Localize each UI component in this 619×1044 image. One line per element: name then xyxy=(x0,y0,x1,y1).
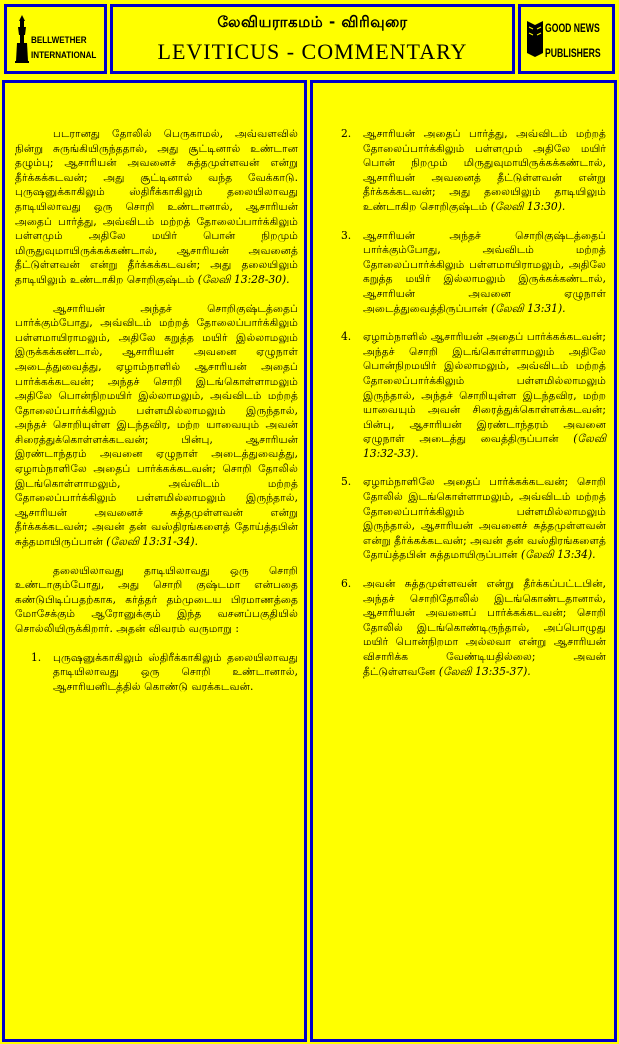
list-number: 5. xyxy=(341,475,352,489)
logo-line-2: PUBLISHERS xyxy=(545,46,601,60)
scripture-reference: (லேவி 13:32-33). xyxy=(363,432,606,460)
list-item-text: அவன் சுத்தமுள்ளவன் என்று தீர்க்கப்பட்டபின், அந்தச் சொறிதோலில் இடங்கொண்டதானால், ஆசாரியன் அவனைப் பார்க்கக்கடவன்; சொறி தோலில் இடங்கொண்டிருந்தால், அப்பொழுது மயிர் பொன்நிறமா அல்லவா என்று ஆசாரியன் விசாரிக்க வேண்டியதில்லை; அவன் தீட்டுள்ளவனே xyxy=(363,577,606,678)
list-item-text: ஏழாம்நாளில் ஆசாரியன் அதைப் பார்க்கக்கடவன்; அந்தச் சொறி இடங்கொள்ளாமலும் அதிலே பொன்நிறமயிர் இல்லாமலும், அவ்விடம் மற்றத் தோலைப்பார்க்கிலும் பள்ளமில்லாமலும் இருந்தால், அந்தச் சொறியுள்ள இடந்தவிர, மற்ற யாவையும் அவன் சிரைத்துக்கொள்ளக்கடவன்; பின்பு, ஆசாரியன் இரண்டாந்தரம் அவனை ஏழுநாள் அடைத்து வைத்திருப்பான் xyxy=(363,330,606,446)
list-item-text: புருஷனுக்காகிலும் ஸ்திரீக்காகிலும் தலையிலாவது தாடியிலாவது ஒரு சொறி உண்டானால், ஆசாரியனிடத்தில் கொண்டு வரக்கடவன். xyxy=(53,650,298,693)
list-item xyxy=(31,651,298,695)
page-title-english: LEVITICUS - COMMENTARY xyxy=(157,39,468,64)
logo-line-1: BELLWETHER xyxy=(31,35,87,46)
bellwether-logo xyxy=(4,4,107,74)
open-book-icon xyxy=(527,17,543,61)
scripture-reference: (லேவி 13:30). xyxy=(490,199,566,213)
header xyxy=(4,4,615,74)
list-number: 1. xyxy=(31,650,42,664)
page-title-tamil: லேவியராகமம் - விரிவுரை xyxy=(217,13,408,31)
list-number: 4. xyxy=(341,330,352,344)
paragraph-text: ஆசாரியன் அந்தச் சொறிகுஷ்டத்தைப் பார்க்கும்போது, அவ்விடம் மற்றத் தோலைப்பார்க்கிலும் பள்ளமாயிராமலும், அதிலே கறுத்த மயிர் இல்லாமலும் இருக்கக்கண்டால், ஆசாரியன் அவனை ஏழுநாள் அடைத்துவைத்து, ஏழாம்நாளில் ஆசாரியன் அதைப் பார்க்கக்கடவன்; அந்தச் சொறி இடங்கொள்ளாமலும் அதிலே பொன்நிறமயிர் இல்லாமலும், அவ்விடம் மற்றத் தோலைப்பார்க்கிலும் பள்ளமில்லாமலும் இருந்தால், அந்தச் சொறியுள்ள இடந்தவிர, மற்ற யாவையும் அவன் சிரைத்துக்கொள்ளக்கடவன்; பின்பு, ஆசாரியன் இரண்டாந்தரம் அவனை ஏழுநாள் அடைத்துவைத்து, ஏழாம்நாளிலே அதைப் பார்க்கக்கடவன்; சொறி தோலில் இடங்கொள்ளாமலும், அவ்விடம் மற்றத் தோலைப்பார்க்கிலும் பள்ளமில்லாமலும் இருந்தால், ஆசாரியன் அவனைச் சுத்தமுள்ளவன் என்று தீர்க்கக்கடவன்; அவன் தன் வஸ்திரங்களைத் தோய்த்தபின் சுத்தமாயிருப்பான் xyxy=(15,301,298,549)
list-item xyxy=(341,577,606,679)
list-item xyxy=(341,475,606,563)
paragraph xyxy=(15,127,298,288)
list-number: 6. xyxy=(341,577,352,591)
title-box xyxy=(110,4,515,74)
logo-line-2: INTERNATIONAL xyxy=(31,50,97,61)
list-item xyxy=(341,229,606,317)
list-item-text: ஆசாரியன் அந்தச் சொறிகுஷ்டத்தைப் பார்க்கும்போது, அவ்விடம் மற்றத் தோலைப்பார்க்கிலும் பள்ளமாயிராமலும், அதிலே கறுத்த மயிர் இல்லாமலும் இருக்கக்கண்டால், ஆசாரியன் அவனை ஏழுநாள் அடைத்துவைத்திருப்பான் xyxy=(363,228,606,315)
left-column xyxy=(2,80,307,1042)
bell-tower-icon xyxy=(15,15,29,63)
scripture-reference: (லேவி 13:31-34). xyxy=(106,535,198,549)
paragraph-text: தலையிலாவது தாடியிலாவது ஒரு சொறி உண்டாகும்போது, அது சொறி குஷ்டமா என்பதை கண்டுபிடிப்பதற்காக, கர்த்தர் தம்முடைய பிரமாணத்தை மோசேக்கும் ஆரோனுக்கும் இந்த வசனப்பகுதியில் சொல்லியிருக்கிறார். அதன் விவரம் வருமாறு : xyxy=(15,563,298,635)
list-item xyxy=(341,127,606,215)
good-news-logo-text xyxy=(545,21,601,61)
bellwether-logo-text xyxy=(31,35,96,61)
scripture-reference: (லேவி 13:28-30). xyxy=(197,272,290,286)
logo-line-1: GOOD NEWS xyxy=(545,21,600,35)
scripture-reference: (லேவி 13:31). xyxy=(490,301,566,315)
list-number: 3. xyxy=(341,228,352,242)
list-item-text: ஆசாரியன் அதைப் பார்த்து, அவ்விடம் மற்றத் தோலைப்பார்க்கிலும் பள்ளமும் அதிலே மயிர் பொன் நிறமும் மிருதுவுமாயிருக்கக்கண்டால், ஆசாரியன் அவனைத் தீட்டுள்ளவன் என்று தீர்க்கக்கடவன்; அது தலையிலும் தாடியிலும் உண்டாகிற சொறிகுஷ்டம் xyxy=(363,127,606,213)
paragraph-text: படரானது தோலில் பெருகாமல், அவ்வளவில் நின்று சுருங்கியிருந்ததால், அது சூட்டினால் உண்டான தழும்பு; ஆசாரியன் அவனைச் சுத்தமுள்ளவன் என்று தீர்க்கக்கடவன்; அது சூட்டினால் வந்த வேக்காடு. புருஷனுக்காகிலும் ஸ்திரீக்காகிலும் தலையிலாவது தாடியிலாவது ஒரு சொறி உண்டானால், ஆசாரியன் அதைப் பார்த்து, அவ்விடம் மற்றத் தோலைப்பார்க்கிலும் பள்ளமும் அதிலே மயிர் பொன் நிறமும் மிருதுவுமாயிருக்கக்கண்டால், ஆசாரியன் அவனைத் தீட்டுள்ளவன் என்று தீர்க்கக்கடவன்; அது தலையிலும் தாடியிலும் உண்டாகிற சொறிகுஷ்டம் xyxy=(15,127,298,286)
good-news-logo xyxy=(518,4,615,74)
right-column xyxy=(310,80,617,1042)
scripture-reference: (லேவி 13:34). xyxy=(520,548,596,562)
paragraph xyxy=(15,302,298,550)
scripture-reference: (லேவி 13:35-37). xyxy=(438,664,531,678)
list-number: 2. xyxy=(341,127,352,140)
paragraph xyxy=(15,564,298,637)
list-item-text: ஏழாம்நாளிலே அதைப் பார்க்கக்கடவன்; சொறி தோலில் இடங்கொள்ளாமலும், அவ்விடம் மற்றத் தோலைப்பார்க்கிலும் பள்ளமில்லாமலும் இருந்தால், ஆசாரியன் அவனைச் சுத்தமுள்ளவன் என்று தீர்க்கக்கடவன்; அவன் தன் வஸ்திரங்களைத் தோய்த்தபின் சுத்தமாயிருப்பான் xyxy=(363,475,606,562)
list-item xyxy=(341,330,606,461)
